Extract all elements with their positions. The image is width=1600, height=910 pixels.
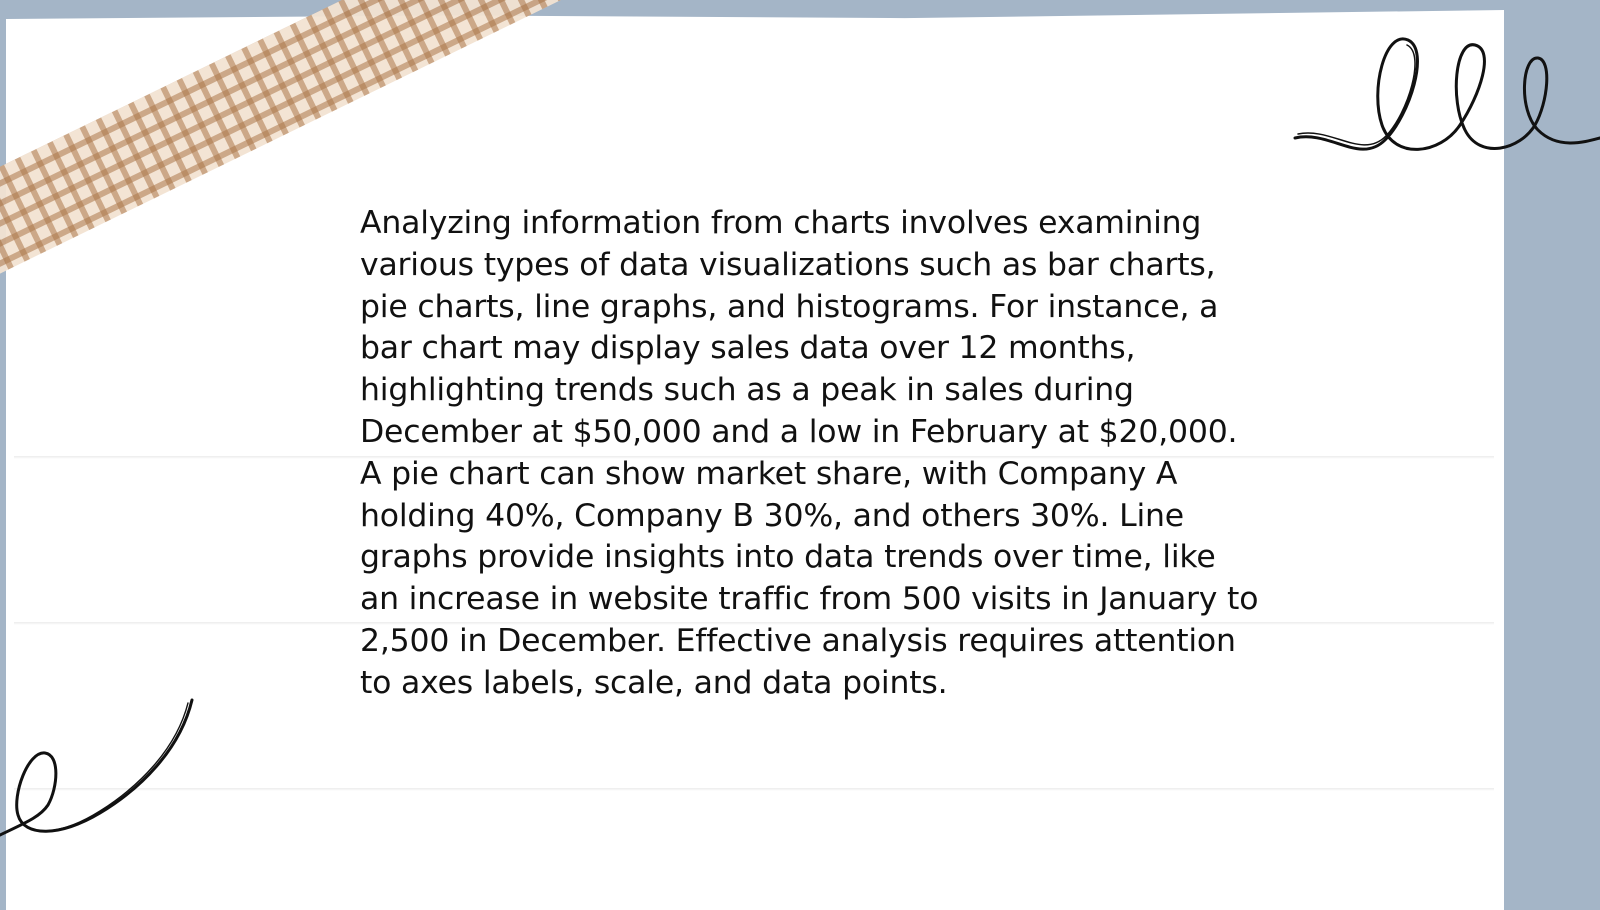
loop-squiggle-icon xyxy=(1290,30,1600,170)
slide-body-text: Analyzing information from charts involves examining various types of data visualizations such as bar charts, pie charts, line graphs, and histograms. For instance, a bar chart may display sales data over 12 months, highlighting trends such as a peak in sales during December at $50,000 and a low in February at $20,000. A pie chart can show market share, with Company A holding 40%, Company B 30%, and others 30%. Line graphs provide insights into data trends over time, like an increase in website traffic from 500 visits in January to 2,500 in December. Effective analysis requires attention to axes labels, scale, and data points. xyxy=(360,205,1259,701)
paper-fold-line xyxy=(14,788,1494,791)
swoosh-squiggle-icon xyxy=(0,695,200,845)
